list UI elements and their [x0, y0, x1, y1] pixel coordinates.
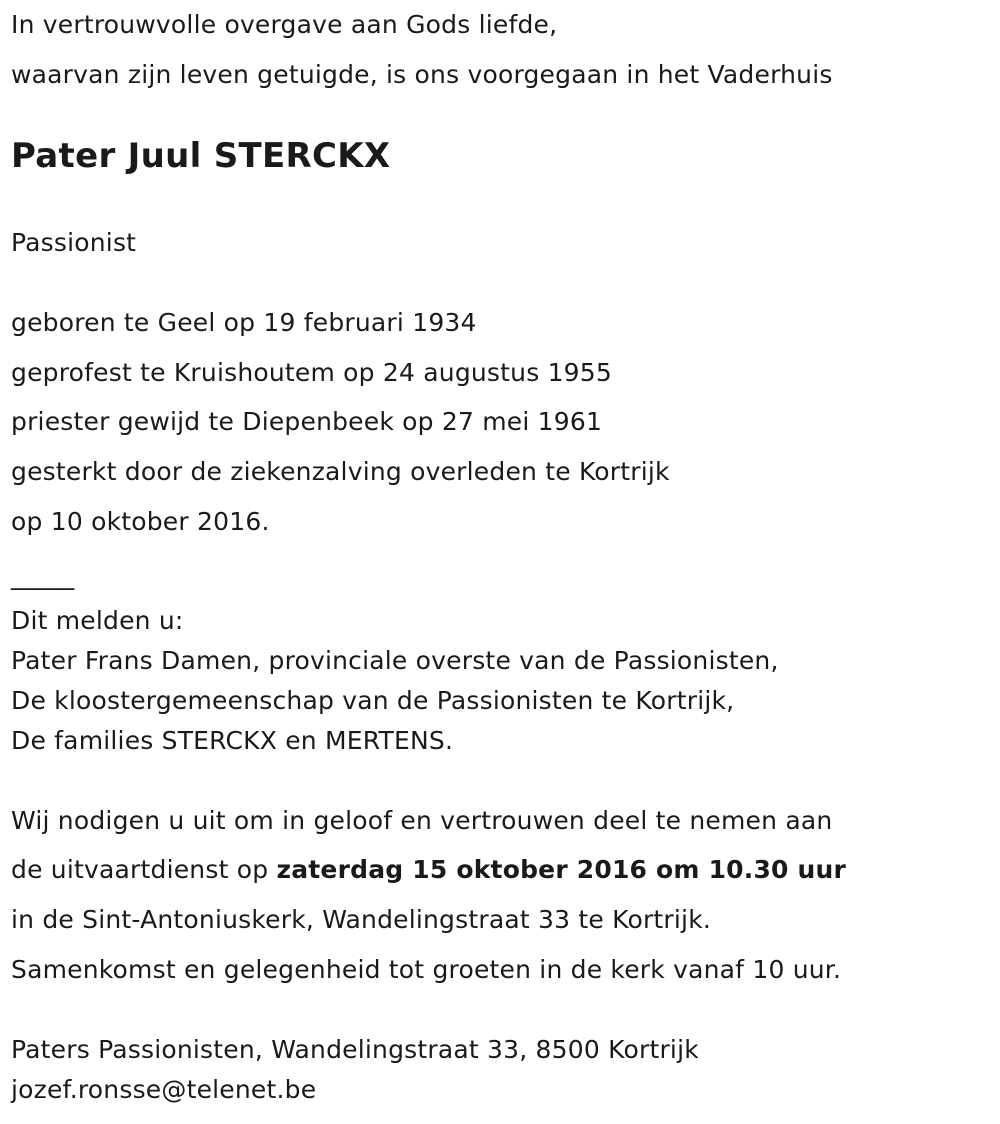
- invitation-line-2: [11, 854, 846, 886]
- announcer-line: De kloostergemeenschap van de Passionisten te Kortrijk,: [11, 686, 735, 715]
- biography-birth: geboren te Geel op 19 februari 1934: [11, 308, 477, 337]
- biography-death: gesterkt door de ziekenzalving overleden te Kortrijk: [11, 457, 670, 486]
- invitation-line-3: in de Sint-Antoniuskerk, Wandelingstraat 33 te Kortrijk.: [11, 905, 712, 934]
- announcer-line: Pater Frans Damen, provinciale overste van de Passionisten,: [11, 646, 779, 675]
- invitation-line-2-prefix: de uitvaartdienst op: [11, 855, 277, 884]
- biography-profession: geprofest te Kruishoutem op 24 augustus 1955: [11, 358, 612, 387]
- biography-death-date: op 10 oktober 2016.: [11, 507, 270, 536]
- funeral-date-time: zaterdag 15 oktober 2016 om 10.30 uur: [276, 855, 847, 884]
- intro-line-1: In vertrouwvolle overgave aan Gods liefde,: [11, 10, 558, 39]
- announcers-heading: Dit melden u:: [11, 606, 184, 635]
- deceased-role: Passionist: [11, 228, 137, 257]
- announcer-line: De families STERCKX en MERTENS.: [11, 726, 454, 755]
- invitation-line-1: Wij nodigen u uit om in geloof en vertrouwen deel te nemen aan: [11, 806, 833, 835]
- contact-address: Paters Passionisten, Wandelingstraat 33, 8500 Kortrijk: [11, 1035, 699, 1064]
- contact-email[interactable]: jozef.ronsse@telenet.be: [11, 1075, 317, 1104]
- deceased-name: Pater Juul STERCKX: [11, 136, 391, 176]
- biography-ordination: priester gewijd te Diepenbeek op 27 mei 1961: [11, 407, 603, 436]
- intro-line-2: waarvan zijn leven getuigde, is ons voorgegaan in het Vaderhuis: [11, 60, 833, 89]
- invitation-line-4: Samenkomst en gelegenheid tot groeten in de kerk vanaf 10 uur.: [11, 955, 842, 984]
- separator: _____: [11, 561, 75, 590]
